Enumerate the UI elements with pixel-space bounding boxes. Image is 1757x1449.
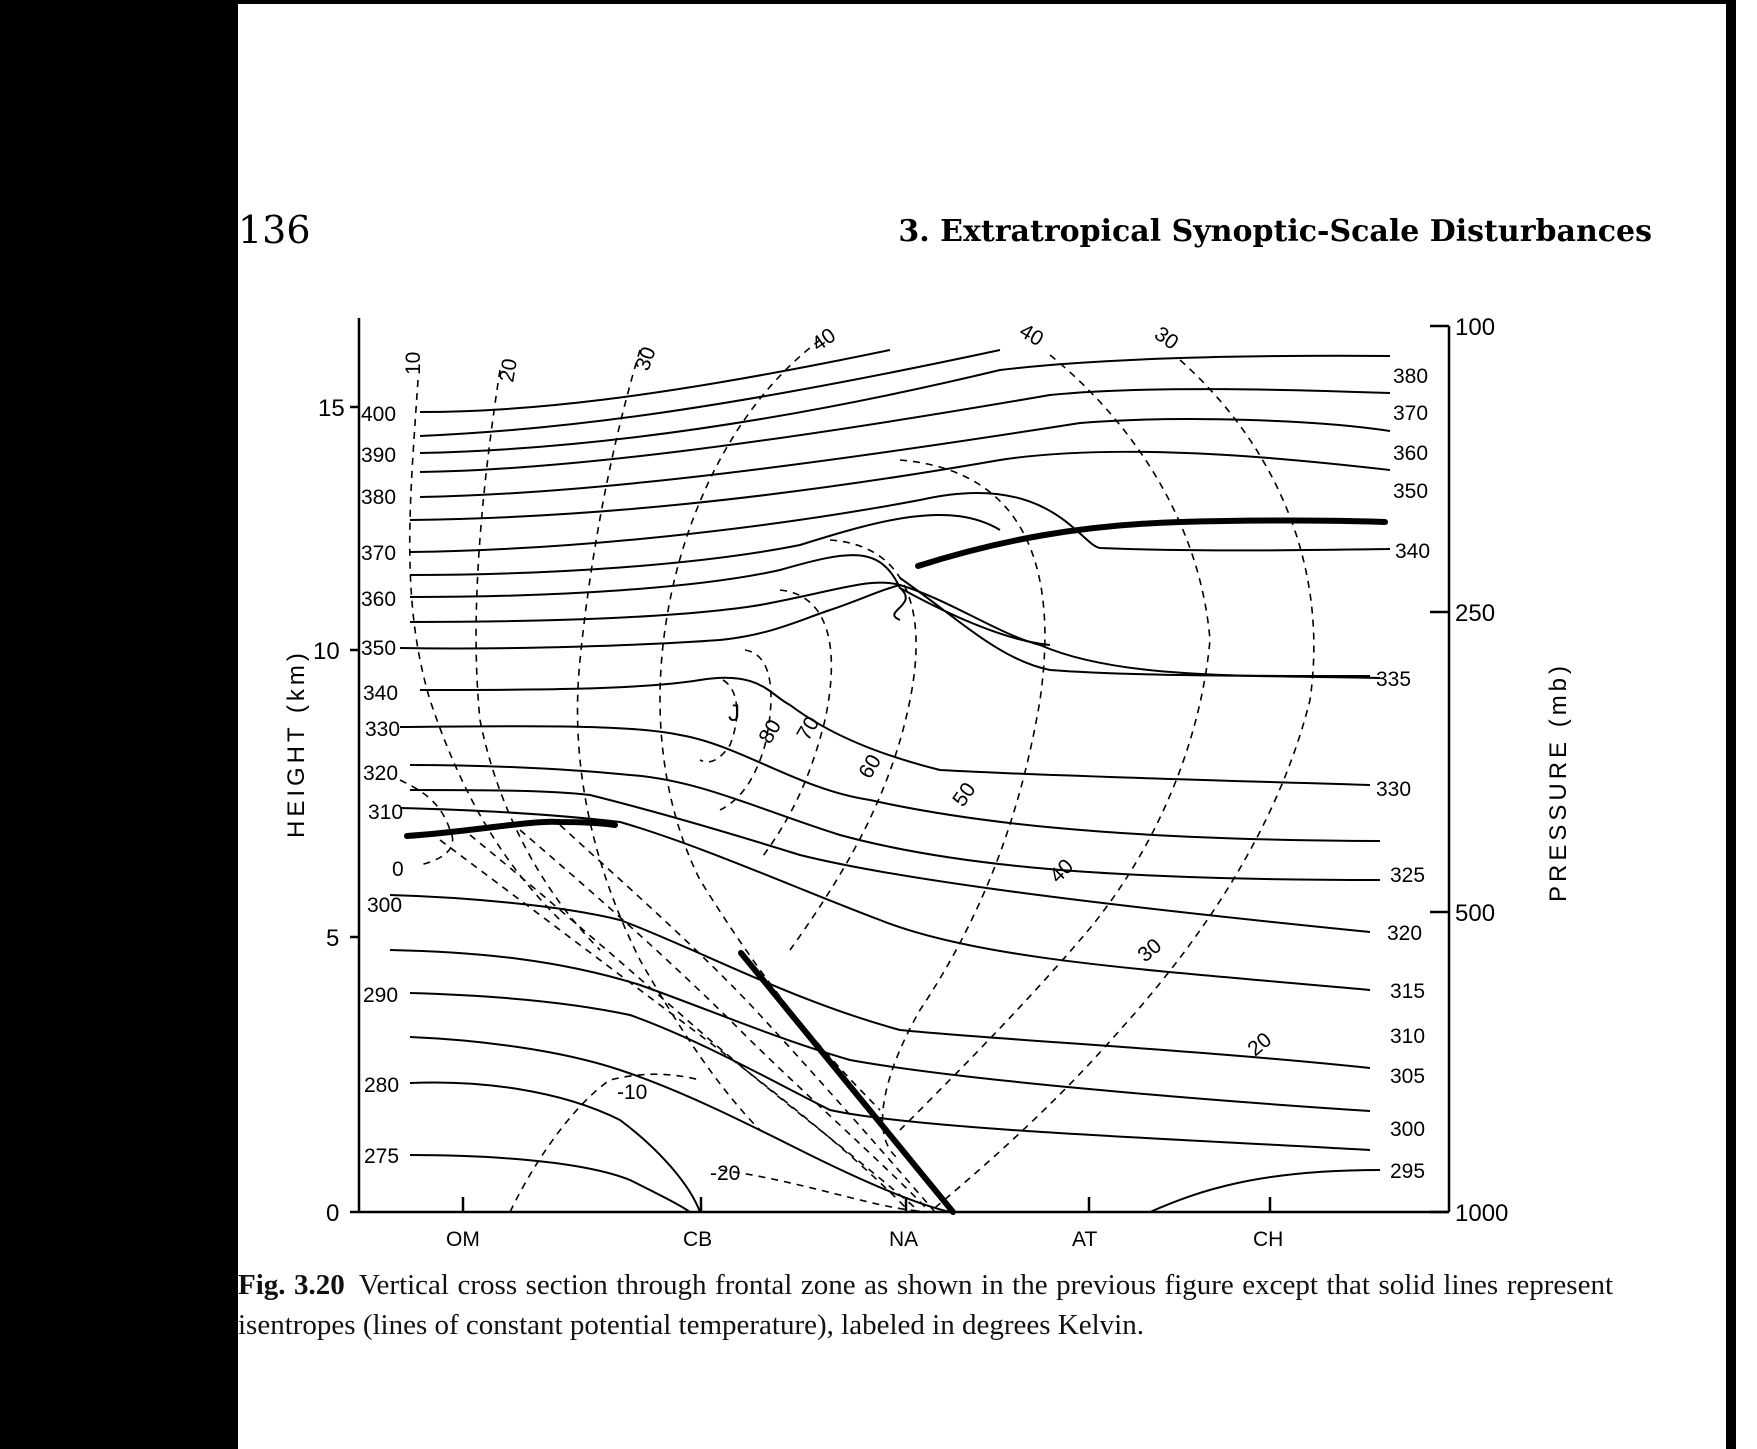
isentrope-line [410,993,1370,1150]
isotachs [400,340,1314,1212]
isentrope-label-right: 325 [1390,864,1426,887]
caption-label: Fig. 3.20 [238,1269,345,1301]
isentrope-label-right: 370 [1393,402,1429,425]
isotach-label: 40 [1015,319,1048,352]
isentrope-label-left: 390 [361,444,397,467]
isentrope-label-right: 320 [1387,922,1423,945]
isotach-label: 40 [807,323,841,357]
y-right-tick-label: 250 [1455,600,1496,627]
isentrope-label-left: 380 [361,486,397,509]
isentrope-label-left: 350 [361,637,397,660]
isentrope-label-right: 310 [1390,1025,1426,1048]
isentrope-line [410,790,1370,932]
isotach-line [510,1074,700,1212]
tropopause-front-upper [918,521,1385,567]
isentrope-label-right: 300 [1390,1118,1426,1141]
isentrope-label-left: 320 [363,762,399,785]
isotach-label: 30 [1150,322,1183,355]
isentrope-line [900,578,1370,676]
isentrope-label-left: 370 [361,542,397,565]
y-left-tick-label: 10 [313,638,340,665]
isentrope-label-right: 305 [1390,1065,1426,1088]
station-label: CH [1253,1228,1284,1251]
isentropes [390,350,1390,1212]
station-label: AT [1072,1228,1098,1251]
y-left-axis-title: HEIGHT (km) [283,649,310,838]
axes-frame [350,318,1449,1212]
isotach-line [720,1170,930,1212]
isentrope-label-right: 295 [1390,1160,1426,1183]
isentrope-line [390,950,1370,1111]
isentrope-label-right: 340 [1395,540,1431,563]
y-right-axis-title: PRESSURE (mb) [1545,661,1572,902]
page-number: 136 [238,208,311,252]
isentrope-line [1150,1170,1380,1212]
isotach-label: 20 [1243,1028,1277,1061]
isotach-line [410,380,560,920]
isentrope-label-right: 360 [1393,442,1429,465]
y-left-tick-label: 15 [318,395,345,422]
y-left-tick-label: 0 [326,1200,340,1227]
isotach-label: 30 [1133,934,1167,967]
isotach-line [470,835,920,1212]
y-left-tick-label: 5 [326,925,340,952]
y-right-tick-label: 500 [1455,900,1496,927]
isotach-line [440,840,910,1212]
isentrope-label-left: 400 [361,403,397,426]
isotach-label: 10 [402,351,425,375]
isotach-line [900,355,1210,1130]
isentrope-line [410,452,1390,520]
isotach-label: 50 [948,778,981,811]
isotach-label: 40 [1045,854,1079,888]
isotach-label: -10 [617,1081,648,1104]
isentrope-label-right: 330 [1376,778,1412,801]
isentrope-label-left: 310 [368,801,404,824]
isotach-label: 70 [792,712,825,745]
station-label: NA [889,1228,919,1251]
isentrope-label-left: 0 [392,858,404,881]
isentrope-label-left: 280 [364,1074,400,1097]
isentrope-label-left: 340 [363,682,399,705]
isotach-label: J [728,700,740,727]
isentrope-label-left: 290 [363,984,399,1007]
isentrope-label-left: 330 [365,718,401,741]
y-right-tick-label: 1000 [1455,1200,1509,1227]
frontal-boundaries [407,521,1385,1213]
isentrope-label-left: 360 [361,588,397,611]
isentrope-label-left: 275 [364,1145,400,1168]
isentrope-line [410,583,1380,678]
isotach-line [578,350,761,1130]
isotach-line [883,460,1045,1160]
running-title: 3. Extratropical Synoptic-Scale Disturbances [898,214,1652,249]
y-right-tick-label: 100 [1455,314,1496,341]
isotach-line [476,370,600,950]
isotach-label: 20 [495,356,522,384]
isentrope-label-right: 315 [1390,980,1426,1003]
isotach-line [560,825,935,1212]
isotach-label: 80 [754,715,787,748]
isotach-line [930,360,1314,1212]
isentrope-label-right: 335 [1376,668,1412,691]
isentrope-label-right: 380 [1393,365,1429,388]
isotach-line [400,780,453,865]
isentrope-line [420,389,1390,472]
isentrope-label-right: 350 [1393,480,1429,503]
isentrope-label-left: 300 [367,894,403,917]
isentrope-line [410,1155,690,1212]
isotach-label: -20 [710,1162,741,1185]
isentrope-line [410,515,1000,575]
isotach-label: 30 [631,343,661,374]
station-label: OM [446,1228,480,1251]
tropopause-front-lower [407,822,615,836]
station-label: CB [683,1228,713,1251]
caption-text: Vertical cross section through frontal zone as shown in the previous figure except that solid lines represent isentropes (lines of constant potential temperature), labeled in degrees Kelvin. [238,1269,1613,1341]
isotach-label: 60 [854,750,887,783]
